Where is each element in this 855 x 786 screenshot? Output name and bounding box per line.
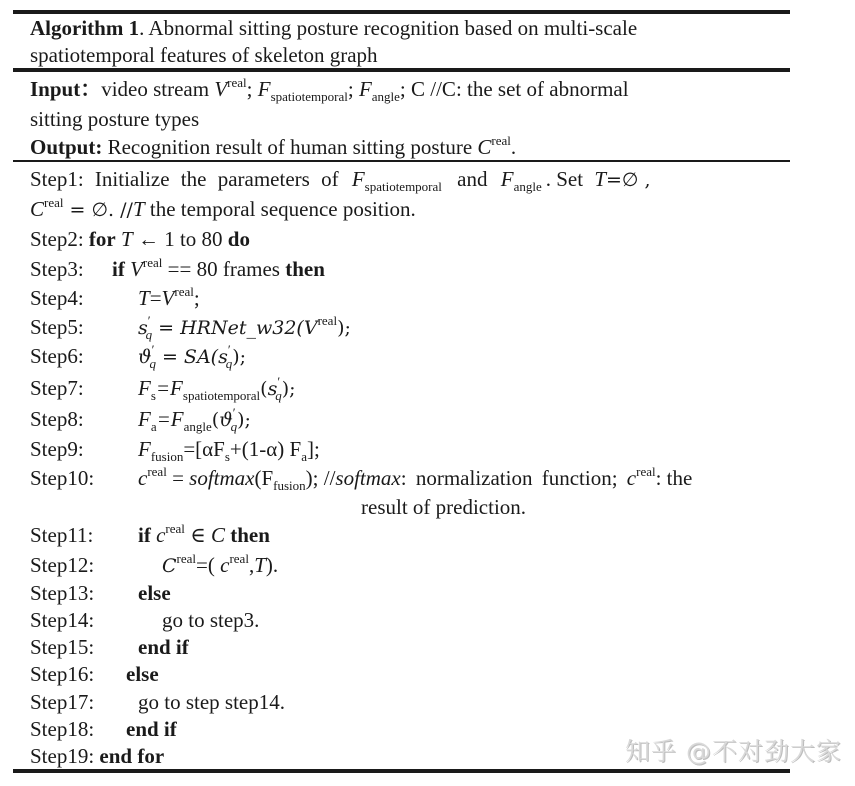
step-5: Step5: $s'_q$ = $HRNet\_w32(V^{real})$; [30, 313, 351, 342]
step-10-cont: result of prediction. [361, 495, 527, 519]
step-2: Step2: for T ← 1 to 80 do [30, 227, 250, 251]
step-3: Step3: if $V^{real} == 80$ frames then [30, 255, 325, 281]
step-1-cont: $C^{real}$ = ∅. //T the temporal sequence position. [30, 195, 416, 221]
step-10: Step10: $c^{real}$ = $softmax(F_{fusion})$; //softmax: normalization function; $c^{real}$: the [30, 464, 693, 493]
input-line2: sitting posture types [30, 107, 200, 131]
top-rule [13, 10, 790, 14]
algorithm-title [30, 15, 775, 41]
algorithm-label: Algorithm 1 [30, 16, 140, 40]
algorithm-title-line2: spatiotemporal features of skeleton graph [30, 43, 378, 67]
io-rule [13, 160, 790, 162]
step-4: Step4: $T=V^{real}$; [30, 284, 200, 310]
step-6: Step6: $ϑ'_q = SA(s'_q)$; [30, 342, 247, 371]
step-14: Step14: go to step3. [30, 608, 260, 632]
output-line: Output: Recognition result of human sitting posture $C^{real}$. [30, 133, 517, 159]
step-8: Step8: $F_a=F_{angle}(ϑ'_q)$; [30, 405, 251, 434]
step-18: Step18: end if [30, 717, 177, 741]
step-17: Step17: go to step step14. [30, 690, 285, 714]
bottom-rule [13, 769, 790, 773]
step-19: Step19: end for [30, 744, 165, 768]
header-rule [13, 68, 790, 72]
step-13: Step13: else [30, 581, 171, 605]
algorithm-title-text: . Abnormal sitting posture recognition based on multi-scale [139, 16, 638, 40]
step-1: Step1: Initialize the parameters of $F_{spatiotemporal}$ and $F_{angle}$ . Set T=∅ , [30, 167, 651, 194]
step-9: Step9: $F_{fusion}=[\alpha F_s+(1-\alpha)$ $F_a$]; [30, 437, 320, 464]
watermark: 知乎 @不对劲大家 [625, 737, 842, 766]
step-16: Step16: else [30, 662, 159, 686]
step-15: Step15: end if [30, 635, 189, 659]
step-12: Step12: $C^{real}=$( $c^{real},T$). [30, 551, 279, 577]
input-line: Input：video stream $V^{real}$; $F_{spatiotemporal}$; $F_{angle}$; C //C: the set of abnormal [30, 75, 629, 104]
step-7: Step7: $F_s=F_{spatiotemporal}(s'_q)$; [30, 374, 296, 403]
step-11: Step11: if $c^{real}$ ∈ C then [30, 521, 270, 547]
